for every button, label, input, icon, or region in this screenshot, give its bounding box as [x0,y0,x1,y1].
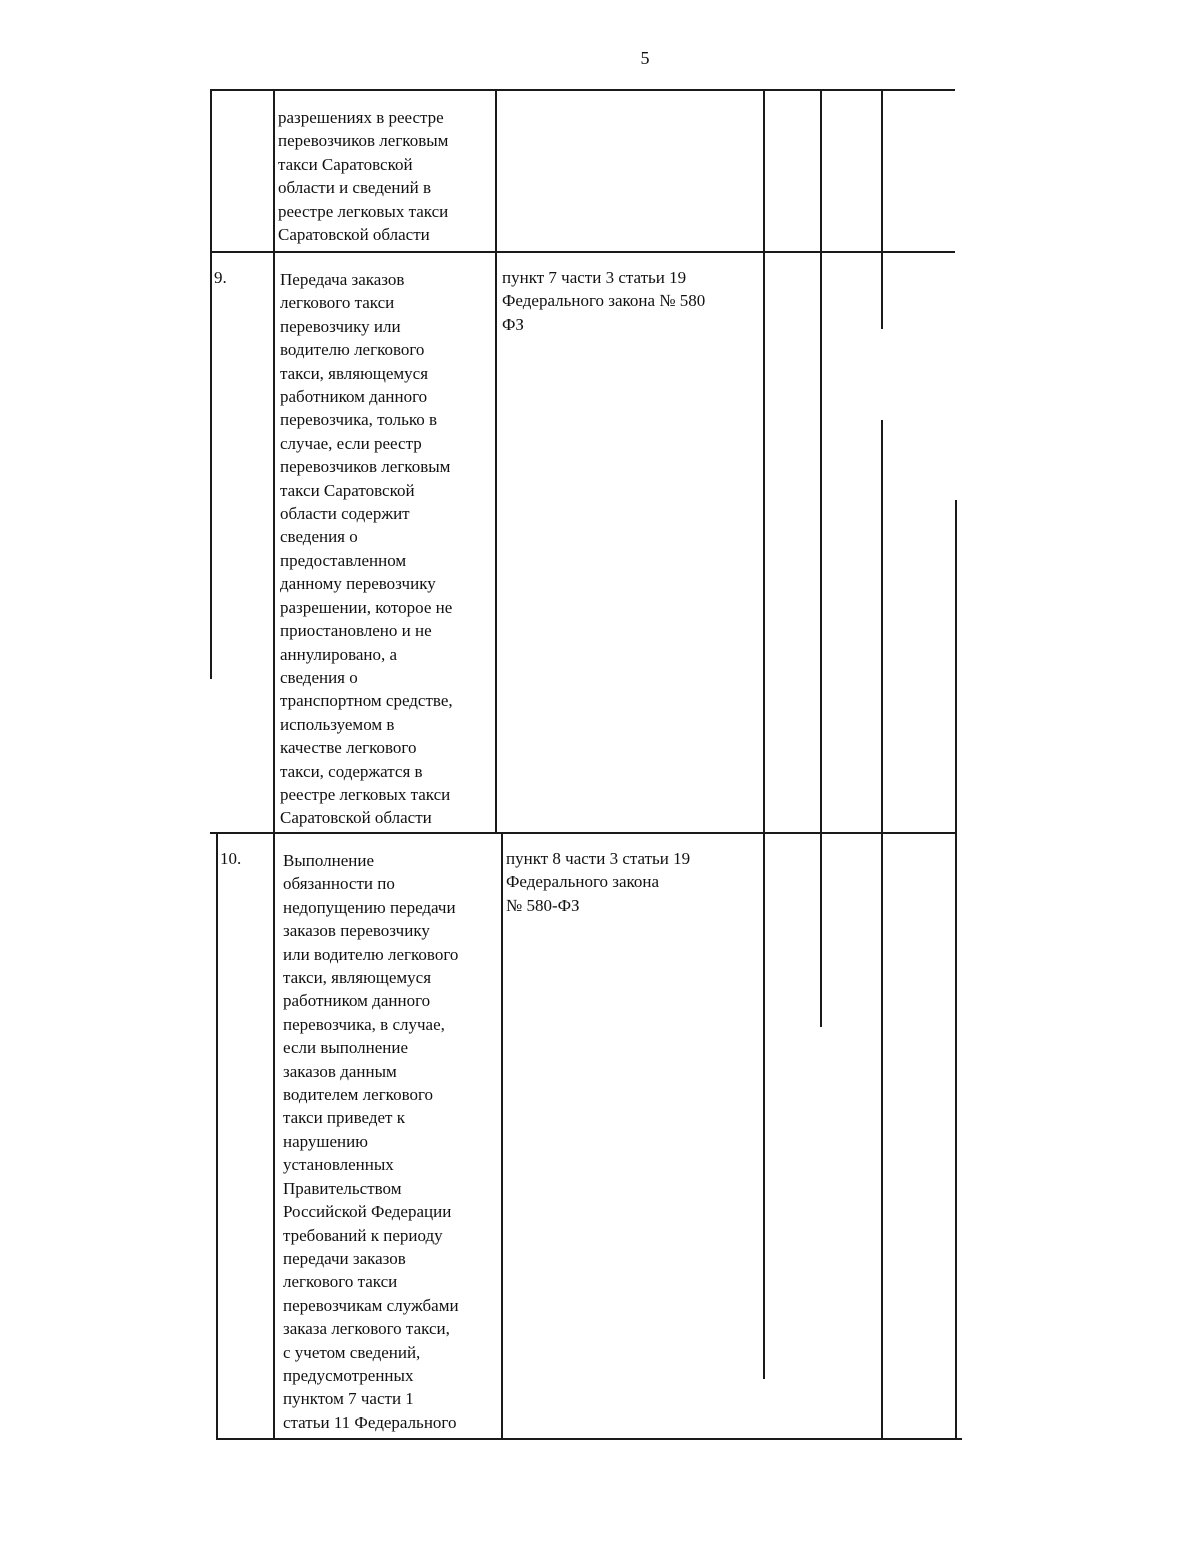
page-number: 5 [640,48,650,68]
requirement-text: Передача заказов легкового такси перевозчику или водителю легкового такси, являющемуся работником данного перевозчика, только в случае, если реестр перевозчиков легковым такси Саратовской области содержит сведения о предоставленном данному перевозчику разрешении, которое не приостановлено и не аннулировано, а сведения о транспортном средстве, используемом в качестве легкового такси, содержатся в реестре легковых такси Саратовской области [280,270,453,828]
column-rule [216,832,218,1439]
column-rule [501,832,503,1439]
column-rule [881,420,883,1438]
column-rule [273,89,275,1439]
column-rule [955,500,957,1438]
requirement-text: Выполнение обязанности по недопущению передачи заказов перевозчику или водителю легкового такси, являющемуся работником данного перевозчика, в случае, если выполнение заказов данным водителем легкового такси приведет к нарушению установленных Правительством Российской Федерации требований к периоду передачи заказов легкового такси перевозчикам службами заказа легкового такси, с учетом сведений, предусмотренных пунктом 7 части 1 статьи 11 Федерального [283,851,459,1432]
table-bottom-rule [216,1438,962,1440]
column-rule [763,89,765,1379]
row-divider [210,251,955,253]
column-rule [820,89,822,1027]
column-rule [881,89,883,329]
legal-basis-text: пункт 8 части 3 статьи 19 Федерального закона № 580-ФЗ [506,849,691,915]
row-divider [210,832,955,834]
column-rule [210,89,212,679]
legal-basis-text: пункт 7 части 3 статьи 19 Федерального закона № 580 ФЗ [502,268,706,334]
row-number: 9. [214,268,227,287]
column-rule [495,89,497,832]
table-top-rule [210,89,955,91]
requirement-text: разрешениях в реестре перевозчиков легковым такси Саратовской области и сведений в реестре легковых такси Саратовской области [278,108,449,245]
row-number: 10. [220,849,242,868]
